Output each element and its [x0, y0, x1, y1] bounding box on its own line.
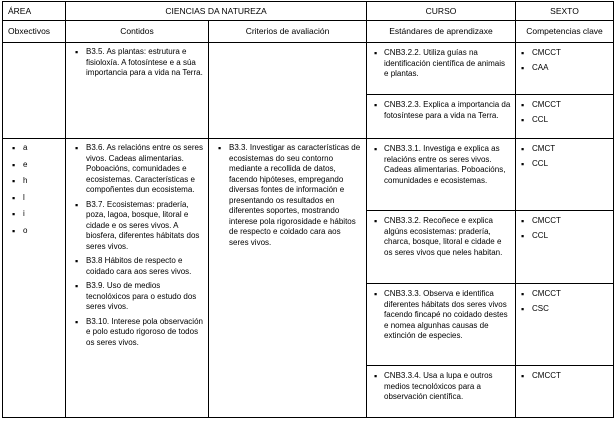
header-row-2	[3, 21, 614, 43]
content-item: ▪ B3.6. As relacións entre os seres vivos. Cadeas alimentarias. Poboacións, comunidades e ecosistemas. Características e compoñentes dun ecosistema.	[72, 143, 204, 196]
competence-block	[516, 43, 613, 95]
section1-standards	[367, 43, 516, 139]
competence-item: ▪ CSC	[518, 304, 609, 315]
col-objectives: Obxectivos	[3, 21, 66, 43]
competence-block	[516, 211, 613, 284]
competence-item: ▪ CMCCT	[518, 216, 609, 227]
competence-item: ▪ CCL	[518, 231, 609, 242]
competence-item: ▪ CMCCT	[518, 371, 609, 382]
header-row-1	[3, 2, 614, 21]
area-value: CIENCIAS DA NATUREZA	[66, 2, 367, 21]
section2-row	[3, 139, 614, 418]
section2-contents	[66, 139, 209, 418]
competence-item: ▪ CMCCT	[518, 289, 609, 300]
content-item: ▪ B3.8 Hábitos de respecto e coidado cara aos seres vivos.	[72, 256, 204, 277]
section2-criteria	[209, 139, 367, 418]
section1-contents	[66, 43, 209, 139]
standard-item: ▪ CNB3.3.2. Recoñece e explica algúns ecosistemas: pradería, charca, bosque, litoral e cidade e os seres vivos que neles habitan.	[371, 216, 511, 258]
content-item: ▪ B3.5. As plantas: estrutura e fisioloxía. A fotosíntese e a súa importancia para a vida na Terra.	[72, 47, 204, 79]
section2-objectives	[3, 139, 66, 418]
standard-item: ▪ CNB3.3.3. Observa e identifica diferentes hábitats dos seres vivos facendo fincapé no coidado destes e nomea algunhas causas de extinción de especies.	[371, 289, 511, 342]
standard-block	[367, 366, 515, 417]
criteria-item: ▪ B3.3. Investigar as características de ecosistemas do seu contorno mediante a recollida de datos, facendo hipóteses, empregando diversas fontes de información e presentando os resultados en diferentes soportes, mostrando interese pola rigorosidade e hábitos de respecto e coidado cara aos seres vivos.	[215, 143, 362, 248]
competence-block	[516, 366, 613, 417]
section1-row	[3, 43, 614, 139]
competence-item: ▪ CCL	[518, 159, 609, 170]
standard-item: ▪ CNB3.3.1. Investiga e explica as relacións entre os seres vivos. Cadeas alimentarias. Poboacións, comunidades e ecosistemas.	[371, 144, 511, 186]
objective-item: ▪ a	[9, 143, 61, 154]
standard-item: ▪ CNB3.2.2. Utiliza guías na identificación científica de animais e plantas.	[371, 48, 511, 80]
competence-item: ▪ CMCCT	[518, 100, 609, 111]
section2-standards	[367, 139, 516, 418]
competence-block	[516, 139, 613, 211]
area-label: ÁREA	[3, 2, 66, 21]
standard-item: ▪ CNB3.2.3. Explica a importancia da fotosíntese para a vida na Terra.	[371, 100, 511, 121]
competence-item: ▪ CAA	[518, 63, 609, 74]
standard-block	[367, 95, 515, 138]
objective-item: ▪ l	[9, 193, 61, 204]
section1-criteria	[209, 43, 367, 139]
col-standards: Estándares de aprendizaxe	[367, 21, 516, 43]
competence-item: ▪ CMCT	[518, 144, 609, 155]
standard-block	[367, 139, 515, 211]
standard-block	[367, 43, 515, 95]
section2-competences	[516, 139, 614, 418]
course-value: SEXTO	[516, 2, 614, 21]
objective-item: ▪ h	[9, 176, 61, 187]
content-item: ▪ B3.7. Ecosistemas: pradería, poza, lagoa, bosque, litoral e cidade e os seres vivos. A biosfera, diferentes hábitats dos seres vivos.	[72, 200, 204, 253]
standard-item: ▪ CNB3.3.4. Usa a lupa e outros medios tecnolóxicos para a observación científica.	[371, 371, 511, 403]
objective-item: ▪ o	[9, 226, 61, 237]
col-competences: Competencias clave	[516, 21, 614, 43]
col-contents: Contidos	[66, 21, 209, 43]
competence-item: ▪ CCL	[518, 115, 609, 126]
col-criteria: Criterios de avaliación	[209, 21, 367, 43]
course-label: CURSO	[367, 2, 516, 21]
objective-item: ▪ e	[9, 160, 61, 171]
content-item: ▪ B3.9. Uso de medios tecnolóxicos para o estudo dos seres vivos.	[72, 281, 204, 313]
section1-competences	[516, 43, 614, 139]
objective-item: ▪ i	[9, 209, 61, 220]
competence-block	[516, 95, 613, 138]
competence-block	[516, 284, 613, 366]
standard-block	[367, 211, 515, 284]
curriculum-table	[2, 1, 614, 418]
content-item: ▪ B3.10. Interese pola observación e polo estudo rigoroso de todos os seres vivos.	[72, 317, 204, 349]
standard-block	[367, 284, 515, 366]
competence-item: ▪ CMCCT	[518, 48, 609, 59]
section1-objectives	[3, 43, 66, 139]
